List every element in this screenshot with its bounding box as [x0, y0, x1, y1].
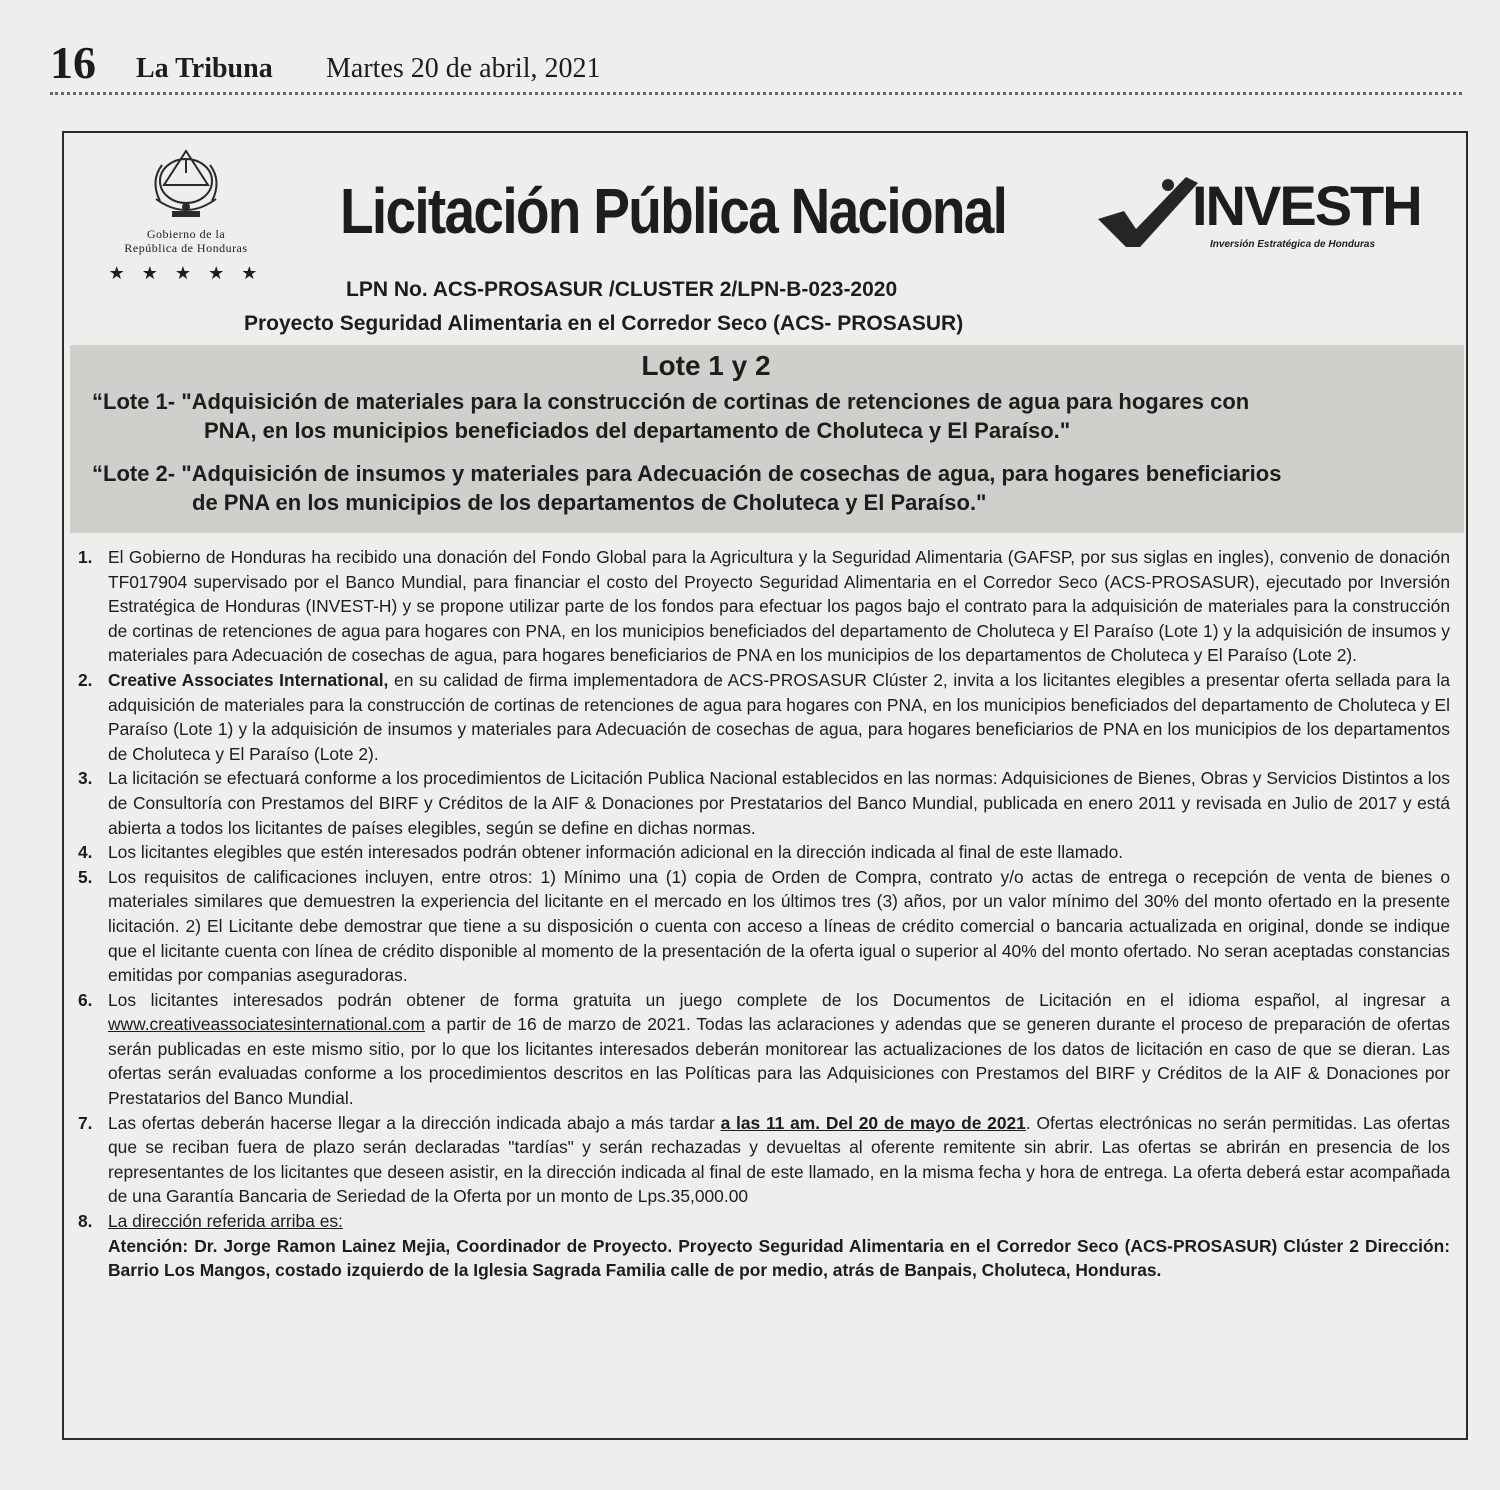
- checkmark-swoosh-icon: [1094, 171, 1204, 251]
- term-text: Los requisitos de calificaciones incluyen, entre otros: 1) Mínimo una (1) copia de Orden de Compra, contrato y/o actas de entrega o recepción de venta de bienes o materiales similares que demuestren la experiencia del licitante en el mercado en los últimos tres (3) años, por un valor mínimo del 30% del monto ofertado en la presente licitación. 2) El Licitante debe demostrar que tiene a su disposición o cuenta con acceso a líneas de crédito comercial o bancaria actualizada en original, donde se indique que el licitante cuenta con línea de crédito disponible al momento de la presentación de la oferta igual o superior al 40% del monto ofertado. No seran aceptadas constancias emitidas por companias aseguradoras.: [108, 866, 1450, 986]
- seal-caption-line2: República de Honduras: [124, 241, 248, 255]
- lotes-heading: Lote 1 y 2: [641, 350, 771, 381]
- tender-notice: [62, 131, 1468, 1440]
- page-number: 16: [50, 37, 96, 88]
- term-7: [78, 1111, 1450, 1209]
- term-3: [78, 766, 1450, 840]
- lote-1: [92, 387, 1452, 445]
- term-text: Los licitantes interesados podrán obtener de forma gratuita un juego complete de los Documentos de Licitación en el idioma español, al ingresar a: [108, 989, 1450, 1010]
- term-4: [78, 840, 1450, 865]
- seal-caption: [86, 227, 286, 255]
- term-number: 3.: [78, 768, 93, 789]
- term-5: [78, 865, 1450, 988]
- term-number: 5.: [78, 866, 93, 887]
- lote-1-line1: “Lote 1- "Adquisición de materiales para la construcción de cortinas de retenciones de agua para hogares con: [92, 389, 1250, 414]
- lote-2-line1: “Lote 2- "Adquisición de insumos y materiales para Adecuación de cosechas de agua, para hogares beneficiarios: [92, 461, 1282, 486]
- term-text-cont: . Ofertas electrónicas no serán permitidas. Las ofertas que se reciban fuera de plazo serán declaradas "tardías" y serán rechazadas y devueltas al oferente remitente sin abrir. Las ofertas se abrirán en presencia de los representantes de los licitantes que deseen asistir, en la dirección indicada al final de este llamado, en la misma fecha y hora de entrega. La oferta deberá estar acompañada de una Garantía Bancaria de Seriedad de la Oferta por un monto de Lps.35,000.00: [108, 1112, 1450, 1207]
- lote-1-line2: PNA, en los municipios beneficiados del departamento de Choluteca y El Paraíso.": [204, 418, 1071, 443]
- contact-address: Atención: Dr. Jorge Ramon Lainez Mejia, Coordinador de Proyecto. Proyecto Seguridad Alimentaria en el Corredor Seco (ACS-PROSASUR) Clúster 2 Dirección: Barrio Los Mangos, costado izquierdo de la Iglesia Sagrada Familia calle de por medio, atrás de Banpais, Choluteca, Honduras.: [108, 1235, 1450, 1281]
- issue-date: Martes 20 de abril, 2021: [326, 53, 601, 84]
- term-number: 1.: [78, 547, 93, 567]
- government-seal: [86, 145, 286, 285]
- logo-wordmark: INVESTH: [1192, 174, 1421, 237]
- address-label: La dirección referida arriba es:: [108, 1211, 343, 1232]
- term-text: El Gobierno de Honduras ha recibido una donación del Fondo Global para la Agricultura y la Seguridad Alimentaria (GAFSP, por sus siglas en ingles), convenio de donación TF017904 supervisado por el Banco Mundial, para financiar el costo del Proyecto Seguridad Alimentaria en el Corredor Seco (ACS-PROSASUR), ejecutado por Inversión Estratégica de Honduras (INVEST-H) y se propone utilizar parte de los fondos para efectuar los pagos bajo el contrato para la adquisición de materiales para la construcción de cortinas de retenciones de agua para hogares con PNA, en los municipios beneficiados del departamento de Choluteca y El Paraíso (Lote 1) y la adquisición de insumos y materiales para Adecuación de cosechas de agua, para hogares beneficiarios de PNA en los municipios de los departamentos de Choluteca y El Paraíso (Lote 2).: [108, 547, 1450, 666]
- term-number: 7.: [78, 1112, 93, 1133]
- logo-tagline: Inversión Estratégica de Honduras: [1210, 239, 1376, 250]
- invest-h-logo: [1094, 171, 1454, 261]
- website-link[interactable]: www.creativeassociatesinternational.com: [108, 1014, 426, 1035]
- term-2: [78, 668, 1450, 766]
- term-number: 6.: [78, 989, 93, 1010]
- term-text: Los licitantes elegibles que estén interesados podrán obtener información adicional en la dirección indicada al final de este llamado.: [108, 842, 1124, 863]
- term-number: 2.: [78, 669, 93, 690]
- lpn-number: LPN No. ACS-PROSASUR /CLUSTER 2/LPN-B-023-2020: [346, 278, 898, 301]
- lotes-section: [70, 345, 1464, 533]
- firm-name: Creative Associates International,: [108, 669, 389, 690]
- seal-caption-line1: Gobierno de la: [146, 227, 226, 241]
- term-6: [78, 988, 1450, 1111]
- star-icon: ★ ★ ★ ★ ★: [108, 263, 264, 283]
- lote-2: [92, 459, 1452, 517]
- terms-list: [78, 545, 1450, 1283]
- coat-of-arms-icon: [86, 145, 286, 225]
- term-text: La licitación se efectuará conforme a los procedimientos de Licitación Publica Nacional establecidos en las normas: Adquisiciones de Bienes, Obras y Servicios Distintos a los de Consultoría con Prestamos del BIRF y Créditos de la AIF & Donaciones por Prestatarios del Banco Mundial, publicada en enero 2011 y revisada en Julio de 2017 y está abierta a todos los licitantes de países elegibles, según se define en dichas normas.: [108, 768, 1450, 838]
- lote-2-line2: de PNA en los municipios de los departamentos de Choluteca y El Paraíso.": [192, 490, 987, 515]
- deadline: a las 11 am. Del 20 de mayo de 2021: [720, 1112, 1026, 1133]
- project-name: Proyecto Seguridad Alimentaria en el Corredor Seco (ACS- PROSASUR): [244, 312, 964, 335]
- newspaper-name: La Tribuna: [136, 53, 273, 84]
- term-number: 8.: [78, 1211, 93, 1232]
- term-1: [78, 545, 1450, 668]
- masthead: [50, 38, 1462, 88]
- term-number: 4.: [78, 842, 93, 863]
- term-text: Las ofertas deberán hacerse llegar a la dirección indicada abajo a más tardar: [108, 1112, 721, 1133]
- masthead-rule: [50, 92, 1462, 95]
- term-text: en su calidad de firma implementadora de ACS-PROSASUR Clúster 2, invita a los licitantes elegibles a presentar oferta sellada para la adquisición de materiales para la construcción de cortinas de retenciones de agua para hogares con PNA, en los municipios beneficiados del departamento de Choluteca y El Paraíso (Lote 1) y la adquisición de insumos y materiales para Adecuación de cosechas de agua, para hogares beneficiarios de PNA en los municipios de los departamentos de Choluteca y El Paraíso (Lote 2).: [108, 669, 1450, 764]
- term-text-cont: a partir de 16 de marzo de 2021. Todas las aclaraciones y adendas que se generen durante el proceso de preparación de ofertas serán publicadas en este mismo sitio, por lo que los licitantes interesados deberán monitorear las actualizaciones de los datos de licitación en caso de que se dieran. Las ofertas serán evaluadas conforme a los procedimientos descritos en las Políticas para las Adquisiciones con Prestamos del BIRF y Créditos de la AIF & Donaciones por Prestatarios del Banco Mundial.: [108, 1014, 1450, 1109]
- notice-title: Licitación Pública Nacional: [340, 175, 1007, 247]
- term-8: [78, 1209, 1450, 1283]
